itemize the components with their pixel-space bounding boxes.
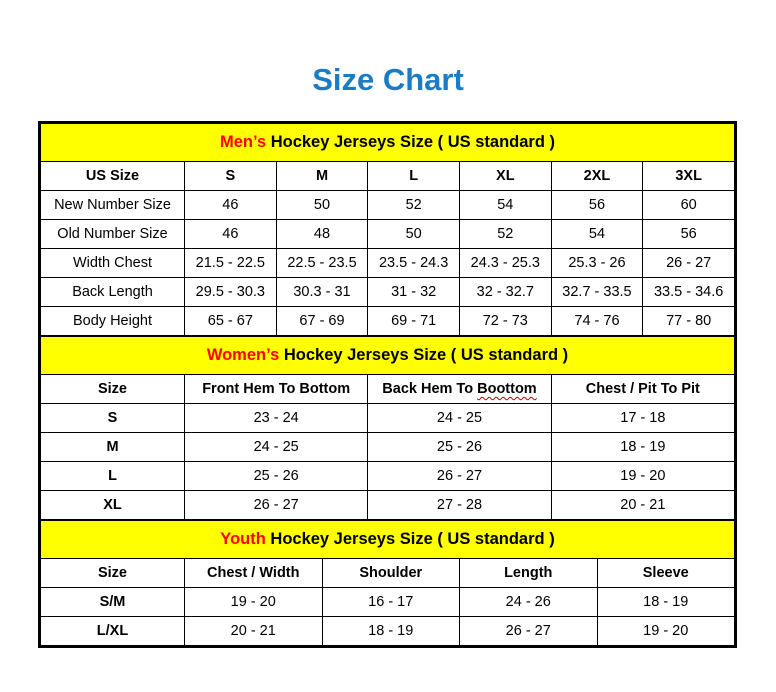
youth-header-row — [41, 559, 735, 588]
size-value: 65 - 67 — [185, 307, 277, 336]
size-value: 24.3 - 25.3 — [459, 249, 551, 278]
row-label: XL — [41, 491, 185, 520]
misspelled-word: Boottom — [477, 381, 537, 397]
size-value: 22.5 - 23.5 — [276, 249, 368, 278]
size-value: 19 - 20 — [185, 588, 323, 617]
column-header: Front Hem To Bottom — [185, 375, 368, 404]
youth-title-highlight: Youth — [220, 530, 266, 548]
size-value: 23 - 24 — [185, 404, 368, 433]
size-value: 18 - 19 — [322, 617, 460, 646]
size-value: 56 — [551, 191, 643, 220]
table-row — [41, 588, 735, 617]
mens-title-highlight: Men’s — [219, 133, 267, 151]
mens-size-table — [40, 123, 735, 336]
size-value: 32 - 32.7 — [459, 278, 551, 307]
youth-title-row — [41, 521, 735, 559]
size-value: 67 - 69 — [276, 307, 368, 336]
womens-header-row — [41, 375, 735, 404]
size-value: 26 - 27 — [643, 249, 735, 278]
size-value: 16 - 17 — [322, 588, 460, 617]
size-value: 20 - 21 — [551, 491, 734, 520]
column-header-text: Back Hem To — [382, 381, 478, 397]
size-value: 50 — [276, 191, 368, 220]
column-header: 2XL — [551, 162, 643, 191]
size-value: 74 - 76 — [551, 307, 643, 336]
size-value: 31 - 32 — [368, 278, 460, 307]
womens-title-row — [41, 337, 735, 375]
size-value: 69 - 71 — [368, 307, 460, 336]
row-label: Old Number Size — [41, 220, 185, 249]
size-value: 50 — [368, 220, 460, 249]
table-row — [41, 462, 735, 491]
column-header: M — [276, 162, 368, 191]
size-value: 48 — [276, 220, 368, 249]
row-label: Width Chest — [41, 249, 185, 278]
size-value: 33.5 - 34.6 — [643, 278, 735, 307]
size-value: 30.3 - 31 — [276, 278, 368, 307]
womens-table-title — [41, 337, 735, 375]
size-value: 52 — [459, 220, 551, 249]
column-header: Size — [41, 559, 185, 588]
column-header — [368, 375, 551, 404]
womens-title-highlight: Women’s — [206, 346, 280, 364]
column-header: 3XL — [643, 162, 735, 191]
size-value: 72 - 73 — [459, 307, 551, 336]
table-row — [41, 617, 735, 646]
size-value: 27 - 28 — [368, 491, 551, 520]
table-row — [41, 220, 735, 249]
size-value: 77 - 80 — [643, 307, 735, 336]
row-label: L/XL — [41, 617, 185, 646]
page-title: Size Chart — [312, 62, 464, 97]
size-value: 17 - 18 — [551, 404, 734, 433]
column-header: Chest / Pit To Pit — [551, 375, 734, 404]
size-value: 52 — [368, 191, 460, 220]
table-row — [41, 307, 735, 336]
column-header: L — [368, 162, 460, 191]
size-value: 25 - 26 — [185, 462, 368, 491]
size-value: 24 - 26 — [460, 588, 598, 617]
table-row — [41, 278, 735, 307]
womens-title-rest: Hockey Jerseys Size ( US standard ) — [279, 346, 569, 364]
mens-title-rest: Hockey Jerseys Size ( US standard ) — [266, 133, 556, 151]
mens-title-row — [41, 124, 735, 162]
row-label: New Number Size — [41, 191, 185, 220]
column-header: S — [185, 162, 277, 191]
size-value: 25 - 26 — [368, 433, 551, 462]
size-value: 21.5 - 22.5 — [185, 249, 277, 278]
size-value: 60 — [643, 191, 735, 220]
size-value: 26 - 27 — [185, 491, 368, 520]
column-header: US Size — [41, 162, 185, 191]
table-row — [41, 249, 735, 278]
size-value: 23.5 - 24.3 — [368, 249, 460, 278]
table-row — [41, 491, 735, 520]
size-value: 32.7 - 33.5 — [551, 278, 643, 307]
youth-title-rest: Hockey Jerseys Size ( US standard ) — [265, 530, 555, 548]
column-header: Size — [41, 375, 185, 404]
row-label: Back Length — [41, 278, 185, 307]
size-value: 26 - 27 — [460, 617, 598, 646]
row-label: Body Height — [41, 307, 185, 336]
mens-table-title — [41, 124, 735, 162]
size-value: 25.3 - 26 — [551, 249, 643, 278]
size-value: 46 — [185, 191, 277, 220]
size-value: 19 - 20 — [551, 462, 734, 491]
youth-size-table — [40, 520, 735, 646]
size-value: 20 - 21 — [185, 617, 323, 646]
size-value: 18 - 19 — [597, 588, 735, 617]
size-tables — [38, 121, 737, 648]
womens-size-table — [40, 336, 735, 520]
column-header: Shoulder — [322, 559, 460, 588]
mens-header-row — [41, 162, 735, 191]
column-header: Length — [460, 559, 598, 588]
size-value: 24 - 25 — [368, 404, 551, 433]
table-row — [41, 191, 735, 220]
size-value: 19 - 20 — [597, 617, 735, 646]
size-value: 56 — [643, 220, 735, 249]
column-header: Chest / Width — [185, 559, 323, 588]
size-value: 54 — [551, 220, 643, 249]
row-label: M — [41, 433, 185, 462]
column-header: XL — [459, 162, 551, 191]
size-value: 29.5 - 30.3 — [185, 278, 277, 307]
size-value: 18 - 19 — [551, 433, 734, 462]
column-header: Sleeve — [597, 559, 735, 588]
row-label: S — [41, 404, 185, 433]
youth-table-title — [41, 521, 735, 559]
size-value: 54 — [459, 191, 551, 220]
size-value: 46 — [185, 220, 277, 249]
table-row — [41, 433, 735, 462]
size-value: 26 - 27 — [368, 462, 551, 491]
size-value: 24 - 25 — [185, 433, 368, 462]
row-label: L — [41, 462, 185, 491]
table-row — [41, 404, 735, 433]
row-label: S/M — [41, 588, 185, 617]
